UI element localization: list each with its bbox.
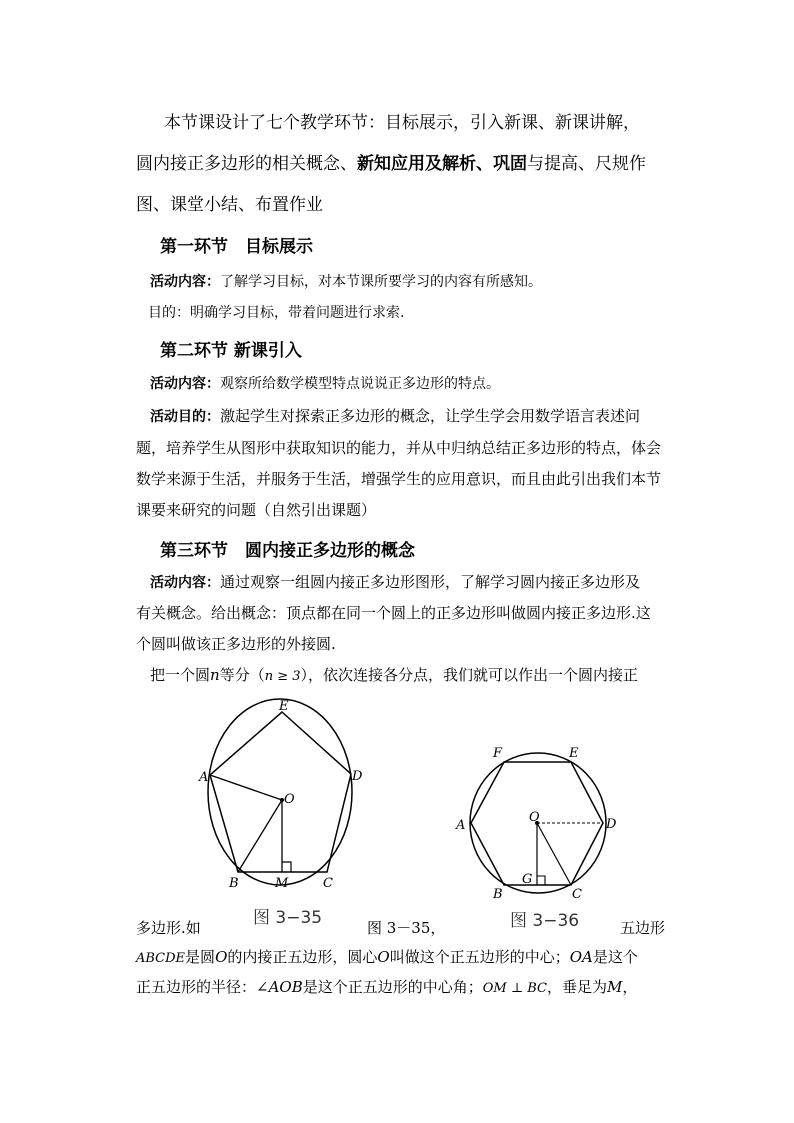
t1h: 是这个: [592, 948, 638, 966]
section3-heading: 第三环节 圆内接正多边形的概念: [160, 541, 415, 561]
section3-activity-label: 活动内容：: [150, 575, 220, 591]
section2-heading: 第二环节 新课引入: [160, 341, 302, 361]
section2-goal-line-3: 数学来源于生活，并服务于生活，增强学生的应用意识，而且由此引出我们本节: [136, 470, 662, 488]
t1f: 叫做这个正五边形的中心；: [389, 948, 570, 966]
label-E: E: [279, 699, 289, 714]
text-after-figures-b: 图 3－35，: [367, 919, 446, 937]
math-O-2: O: [377, 948, 390, 966]
section1-purpose: 目的：明确学习目标，带着问题进行求索.: [148, 305, 405, 321]
section2-goal-line-4: 课要来研究的问题（自然引出课题）: [136, 501, 377, 519]
last-line-2: [136, 976, 637, 997]
t2e: ，垂足为: [546, 978, 607, 996]
math-OA: OA: [569, 948, 593, 966]
figure-3-35-caption: 图 3−35: [253, 908, 323, 928]
t2c: 是这个正五边形的中心角；: [302, 978, 483, 996]
label-O: O: [529, 810, 540, 825]
section1-activity-text: 了解学习目标，对本节课所要学习的内容有所感知。: [220, 274, 542, 290]
text-after-figures-a: 多边形.如: [136, 919, 201, 937]
math-M: M: [606, 978, 623, 996]
para2-n: n: [210, 666, 220, 684]
section2-goal-label: 活动目的：: [150, 409, 220, 425]
label-M: M: [275, 876, 289, 891]
intro-line-1: 本节课设计了七个教学环节：目标展示，引入新课、新课讲解，: [164, 113, 640, 133]
label-D: D: [606, 817, 617, 832]
math-O-1: O: [215, 948, 228, 966]
right-angle-mark: [282, 862, 291, 872]
section1-activity-label: 活动内容：: [150, 274, 220, 290]
section1-activity: [150, 271, 542, 291]
math-ABCDE: ABCDE: [136, 951, 186, 966]
section2-goal-line-2: 题，培养学生从图形中获取知识的能力，并从中归纳总结正多边形的特点，体会: [136, 439, 662, 457]
label-D: D: [352, 769, 363, 784]
right-angle-mark: [537, 876, 545, 885]
radius-OB: [238, 800, 282, 872]
radius-OA: [210, 775, 282, 800]
section3-line-3: 个圆叫做该正多边形的外接圆.: [136, 635, 336, 653]
para2-a: 把一个圆: [150, 666, 211, 684]
section2-goal-text: 激起学生对探索正多边形的概念，让学生学会用数学语言表述问: [220, 407, 641, 425]
math-angle-AOB: ∠AOB: [256, 978, 303, 996]
label-O: O: [284, 792, 295, 807]
pentagon: [210, 712, 351, 872]
label-E: E: [569, 746, 579, 761]
last-line-1: [136, 946, 638, 967]
figure-3-36: [453, 743, 623, 903]
intro-line-3: 图、课堂小结、布置作业: [136, 195, 323, 215]
label-C: C: [572, 887, 582, 902]
intro-line-2: [136, 149, 646, 174]
para2-b: 等分（: [219, 666, 265, 684]
label-F: F: [493, 746, 503, 761]
section3-line-2: 有关概念。给出概念：顶点都在同一个圆上的正多边形叫做圆内接正多边形.这: [136, 604, 651, 622]
text-after-figures-c: 五边形: [620, 919, 666, 937]
section3-para2: [150, 664, 638, 685]
math-OM-perp-BC: OM ⊥ BC: [482, 981, 547, 996]
para2-cond: n ≥ 3: [264, 669, 301, 684]
label-C: C: [323, 876, 333, 891]
para2-c: ），依次连接各分点，我们就可以作出一个圆内接正: [300, 666, 639, 684]
intro-line-2c: 与提高、尺规作: [527, 154, 646, 174]
intro-line-2a: 圆内接正多边形的相关概念、: [136, 154, 357, 174]
section2-goal-line-1: [150, 405, 640, 426]
section2-activity-label: 活动内容：: [150, 376, 220, 392]
t1b: 是圆: [185, 948, 216, 966]
section1-heading: 第一环节 目标展示: [160, 237, 313, 257]
label-G: G: [522, 872, 533, 887]
section2-activity-text: 观察所给数学模型特点说说正多边形的特点。: [220, 376, 500, 392]
t2a: 正五边形的半径：: [136, 978, 257, 996]
t1d: 的内接正五边形，圆心: [227, 948, 378, 966]
figure-3-36-caption: 图 3−36: [510, 911, 580, 931]
t2g: ，: [622, 978, 638, 996]
label-A: A: [199, 770, 209, 785]
section3-line-1-text: 通过观察一组圆内接正多边形图形，了解学习圆内接正多边形及: [220, 573, 641, 591]
figure-3-35: [195, 695, 365, 930]
label-B: B: [229, 876, 239, 891]
intro-line-2b: 新知应用及解析、巩固: [357, 154, 527, 174]
section3-line-1: [150, 571, 640, 592]
section2-activity: [150, 373, 500, 393]
label-B: B: [493, 887, 503, 902]
label-A: A: [456, 818, 466, 833]
